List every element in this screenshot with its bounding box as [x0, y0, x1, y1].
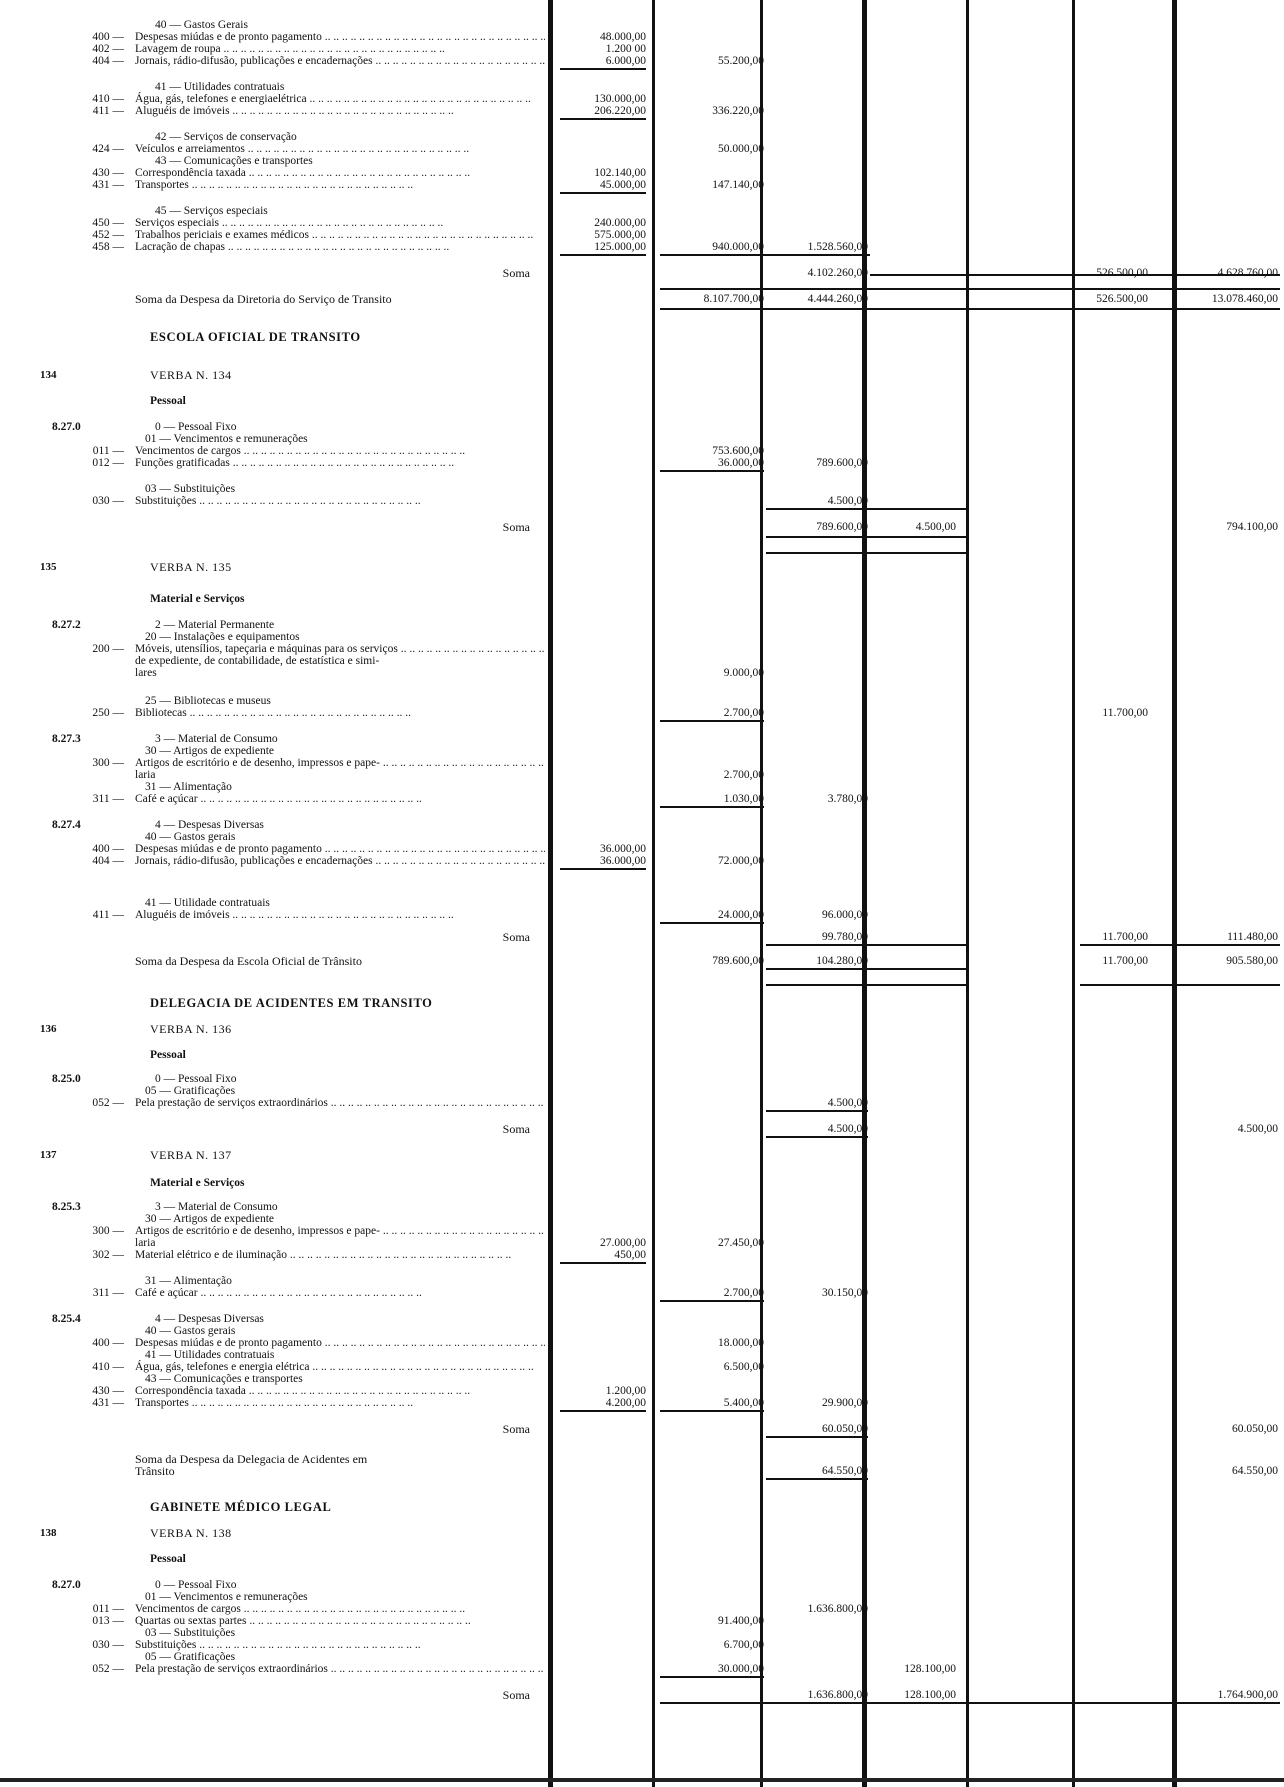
- item-description: 45 — Serviços especiais: [155, 205, 268, 217]
- item-description: 43 — Comunicações e transportes: [155, 155, 313, 167]
- item-code: 404 —: [92, 855, 124, 867]
- ledger-row: [0, 854, 1284, 868]
- ledger-row: [0, 666, 1284, 680]
- item-description: 4 — Despesas Diversas: [155, 819, 264, 831]
- item-description: 41 — Utilidades contratuais: [145, 1349, 275, 1361]
- item-code: 250 —: [92, 707, 124, 719]
- amount-c4: 4.500,00: [915, 521, 956, 533]
- item-description: Artigos de escritório e de desenho, impressos e pape- .. ..: [135, 1224, 545, 1238]
- item-code: 431 —: [92, 179, 124, 191]
- amount-c5: 526.500,00: [1096, 267, 1148, 279]
- amount-c1: 130.000,00: [594, 93, 646, 105]
- item-description: laria: [135, 769, 156, 781]
- item-code: 012 —: [92, 457, 124, 469]
- amount-c1: 36.000,00: [600, 855, 646, 867]
- amount-c2: 18.000,00: [718, 1337, 764, 1349]
- ledger-row: [0, 592, 1284, 606]
- ledger-row: [0, 560, 1284, 574]
- ledger-row: [0, 930, 1284, 944]
- item-description: Jornais, rádio-difusão, publicações e encadernações .. ..: [135, 854, 545, 868]
- item-code: 300 —: [92, 1225, 124, 1237]
- amount-c2: 36.000,00: [718, 457, 764, 469]
- rule: [660, 1676, 764, 1678]
- item-description: 01 — Vencimentos e remunerações: [145, 433, 308, 445]
- item-description: Jornais, rádio-difusão, publicações e encadernações .. ..: [135, 54, 545, 68]
- amount-c2: 1.030,00: [723, 793, 764, 805]
- amount-c3: 99.780,00: [822, 931, 868, 943]
- section-title: GABINETE MÉDICO LEGAL: [150, 1500, 332, 1514]
- ledger-row: [0, 1122, 1284, 1136]
- item-description: 20 — Instalações e equipamentos: [145, 631, 300, 643]
- verba-title: VERBA N. 134: [150, 368, 232, 382]
- rule: [766, 1478, 868, 1480]
- amount-c2: 24.000,00: [718, 909, 764, 921]
- ledger-row: [0, 520, 1284, 534]
- item-code: 410 —: [92, 93, 124, 105]
- item-description: Artigos de escritório e de desenho, impressos e pape- .. ..: [135, 756, 545, 770]
- rule: [560, 1262, 646, 1264]
- item-code: 400 —: [92, 31, 124, 43]
- item-description: Água, gás, telefones e energiaelétrica .. ..: [135, 92, 531, 106]
- rule: [660, 922, 764, 924]
- amount-c1: 1.200 00: [605, 43, 646, 55]
- amount-c3: 4.102.260,00: [807, 267, 868, 279]
- item-code: 452 —: [92, 229, 124, 241]
- item-description: Transportes .. ..: [135, 178, 413, 192]
- item-description: 42 — Serviços de conservação: [155, 131, 297, 143]
- item-description: lares: [135, 667, 157, 679]
- section-title: ESCOLA OFICIAL DE TRANSITO: [150, 330, 361, 344]
- item-description: Lacração de chapas .. ..: [135, 240, 449, 254]
- ledger-row: [0, 494, 1284, 508]
- rule: [660, 308, 1280, 310]
- amount-c3: 1.528.560,00: [807, 241, 868, 253]
- amount-c1: 45.000,00: [600, 179, 646, 191]
- ledger-row: [0, 292, 1284, 306]
- amount-c2: 91.400,00: [718, 1615, 764, 1627]
- ledger-row: [0, 330, 1284, 344]
- item-description: Quartas ou sextas partes .. ..: [135, 1614, 471, 1628]
- item-code: 030 —: [92, 1639, 124, 1651]
- amount-c5: 11.700,00: [1102, 955, 1148, 967]
- ledger-row: [0, 1464, 1284, 1478]
- amount-c2: 5.400,00: [723, 1397, 764, 1409]
- item-description: 30 — Artigos de expediente: [145, 1213, 275, 1225]
- amount-c2: 8.107.700,00: [703, 293, 764, 305]
- amount-c1: 450,00: [614, 1249, 646, 1261]
- amount-c3: 30.150,00: [822, 1287, 868, 1299]
- item-description: Funções gratificadas .. ..: [135, 456, 454, 470]
- item-description: 31 — Alimentação: [145, 781, 232, 793]
- amount-c6: 111.480,00: [1227, 931, 1278, 943]
- ledger-row: [0, 178, 1284, 192]
- item-description: 40 — Gastos Gerais: [155, 19, 248, 31]
- item-description: Despesas miúdas e de pronto pagamento .. ..: [135, 30, 545, 44]
- rule: [766, 968, 966, 970]
- rule: [660, 254, 870, 256]
- ledger-row: [0, 456, 1284, 470]
- item-description: 0 — Pessoal Fixo: [155, 421, 237, 433]
- page-bottom-rule: [0, 1778, 1284, 1782]
- total-description: Soma da Despesa da Diretoria do Serviço de Transito: [135, 292, 392, 306]
- ledger-row: [0, 1500, 1284, 1514]
- section-title: DELEGACIA DE ACIDENTES EM TRANSITO: [150, 996, 433, 1010]
- rule: [560, 254, 646, 256]
- item-code: 431 —: [92, 1397, 124, 1409]
- ledger-row: [0, 1286, 1284, 1300]
- soma-label: Soma: [502, 1122, 530, 1136]
- rule: [560, 192, 646, 194]
- category-title: Material e Serviços: [150, 593, 245, 605]
- rule: [1080, 984, 1280, 986]
- rule: [766, 1436, 868, 1438]
- subgroup-code: 8.27.3: [52, 733, 81, 745]
- item-description: Transportes .. ..: [135, 1396, 413, 1410]
- ledger-row: [0, 908, 1284, 922]
- ledger-row: [0, 266, 1284, 280]
- amount-c2: 2.700,00: [723, 1287, 764, 1299]
- item-description: Despesas miúdas e de pronto pagamento .. ..: [135, 842, 545, 856]
- ledger-row: [0, 1526, 1284, 1540]
- item-code: 411 —: [92, 105, 124, 117]
- category-title: Pessoal: [150, 1553, 186, 1565]
- rule: [660, 1702, 1280, 1704]
- verba-margin-number: 137: [40, 1149, 57, 1161]
- item-description: 01 — Vencimentos e remunerações: [145, 1591, 308, 1603]
- amount-c2: 50.000,00: [718, 143, 764, 155]
- item-description: Aluguéis de imóveis .. ..: [135, 104, 454, 118]
- amount-c5: 526.500,00: [1096, 293, 1148, 305]
- rule: [660, 720, 764, 722]
- ledger-row: [0, 1176, 1284, 1190]
- category-title: Pessoal: [150, 1049, 186, 1061]
- item-description: Veículos e arreiamentos .. ..: [135, 142, 469, 156]
- ledger-row: [0, 1552, 1284, 1566]
- total-description: Soma da Despesa da Delegacia de Acidentes em: [135, 1452, 368, 1466]
- total-description: Trânsito: [135, 1464, 175, 1478]
- item-description: Despesas miúdas e de pronto pagamento .. ..: [135, 1336, 545, 1350]
- item-code: 402 —: [92, 43, 124, 55]
- amount-c1: 6.000,00: [605, 55, 646, 67]
- item-code: 430 —: [92, 167, 124, 179]
- item-description: 40 — Gastos gerais: [145, 1325, 236, 1337]
- amount-c3: 104.280,00: [816, 955, 868, 967]
- item-description: 03 — Substituições: [145, 1627, 236, 1639]
- rule: [766, 1110, 868, 1112]
- soma-label: Soma: [502, 1422, 530, 1436]
- rule: [560, 1410, 646, 1412]
- amount-c6: 794.100,00: [1226, 521, 1278, 533]
- item-description: 05 — Gratificações: [145, 1085, 236, 1097]
- amount-c2: 27.450,00: [718, 1237, 764, 1249]
- amount-c2: 2.700,00: [723, 769, 764, 781]
- rule: [660, 806, 764, 808]
- amount-c2: 940.000,00: [712, 241, 764, 253]
- amount-c1: 4.200,00: [605, 1397, 646, 1409]
- total-description: Soma da Despesa da Escola Oficial de Trânsito: [135, 954, 362, 968]
- ledger-row: [0, 954, 1284, 968]
- ledger-row: [0, 394, 1284, 408]
- item-description: 25 — Bibliotecas e museus: [145, 695, 271, 707]
- ledger-row: [0, 1096, 1284, 1110]
- item-description: 31 — Alimentação: [145, 1275, 232, 1287]
- amount-c2: 55.200,00: [718, 55, 764, 67]
- amount-c2: 147.140,00: [712, 179, 764, 191]
- item-description: Pela prestação de serviços extraordinários .. ..: [135, 1096, 545, 1110]
- rule: [766, 552, 966, 554]
- item-code: 200 —: [92, 643, 124, 655]
- item-description: 43 — Comunicações e transportes: [145, 1373, 303, 1385]
- amount-c6: 13.078.460,00: [1211, 293, 1278, 305]
- ledger-row: [0, 792, 1284, 806]
- subgroup-code: 8.25.0: [52, 1073, 81, 1085]
- item-description: Vencimentos de cargos .. ..: [135, 444, 465, 458]
- verba-title: VERBA N. 138: [150, 1526, 232, 1540]
- item-description: 4 — Despesas Diversas: [155, 1313, 264, 1325]
- amount-c1: 240.000,00: [594, 217, 646, 229]
- verba-title: VERBA N. 137: [150, 1148, 232, 1162]
- item-description: 41 — Utilidades contratuais: [155, 81, 285, 93]
- amount-c1: 48.000,00: [600, 31, 646, 43]
- item-description: 0 — Pessoal Fixo: [155, 1579, 237, 1591]
- amount-c3: 789.600,00: [816, 521, 868, 533]
- item-code: 011 —: [92, 445, 124, 457]
- soma-label: Soma: [502, 930, 530, 944]
- rule: [560, 868, 646, 870]
- item-code: 013 —: [92, 1615, 124, 1627]
- item-code: 410 —: [92, 1361, 124, 1373]
- rule: [766, 508, 966, 510]
- item-description: Café e açúcar .. ..: [135, 792, 422, 806]
- item-code: 311 —: [92, 1287, 124, 1299]
- item-description: Serviços especiais .. ..: [135, 216, 443, 230]
- verba-margin-number: 136: [40, 1023, 57, 1035]
- item-description: de expediente, de contabilidade, de estatística e simi-: [135, 655, 380, 667]
- amount-c2: 30.000,00: [718, 1663, 764, 1675]
- subgroup-code: 8.27.0: [52, 421, 81, 433]
- verba-margin-number: 135: [40, 561, 57, 573]
- amount-c6: 60.050,00: [1232, 1423, 1278, 1435]
- item-description: 05 — Gratificações: [145, 1651, 236, 1663]
- item-code: 311 —: [92, 793, 124, 805]
- soma-label: Soma: [502, 1688, 530, 1702]
- item-description: Pela prestação de serviços extraordinários .. ..: [135, 1662, 545, 1676]
- amount-c2: 789.600,00: [712, 955, 764, 967]
- item-description: 03 — Substituições: [145, 483, 236, 495]
- item-code: 011 —: [92, 1603, 124, 1615]
- item-description: 3 — Material de Consumo: [155, 733, 278, 745]
- item-code: 458 —: [92, 241, 124, 253]
- ledger-row: [0, 1248, 1284, 1262]
- ledger-row: [0, 1148, 1284, 1162]
- subgroup-code: 8.25.4: [52, 1313, 81, 1325]
- verba-margin-number: 138: [40, 1527, 57, 1539]
- soma-label: Soma: [502, 520, 530, 534]
- amount-c4: 128.100,00: [904, 1689, 956, 1701]
- item-code: 302 —: [92, 1249, 124, 1261]
- verba-title: VERBA N. 136: [150, 1022, 232, 1036]
- rule: [660, 470, 764, 472]
- amount-c2: 6.700,00: [723, 1639, 764, 1651]
- item-code: 300 —: [92, 757, 124, 769]
- amount-c6: 64.550,00: [1232, 1465, 1278, 1477]
- verba-margin-number: 134: [40, 369, 57, 381]
- ledger-row: [0, 104, 1284, 118]
- ledger-row: [0, 368, 1284, 382]
- rule: [660, 1300, 764, 1302]
- rule: [560, 118, 646, 120]
- item-code: 411 —: [92, 909, 124, 921]
- amount-c3: 4.500,00: [827, 1123, 868, 1135]
- item-description: 41 — Utilidade contratuais: [145, 897, 270, 909]
- amount-c3: 4.500,00: [827, 495, 868, 507]
- item-description: Bibliotecas .. ..: [135, 706, 411, 720]
- item-code: 400 —: [92, 1337, 124, 1349]
- item-description: Trabalhos periciais e exames médicos .. ..: [135, 228, 533, 242]
- amount-c3: 3.780,00: [827, 793, 868, 805]
- verba-title: VERBA N. 135: [150, 560, 232, 574]
- item-description: laria: [135, 1237, 156, 1249]
- rule: [766, 536, 966, 538]
- item-code: 404 —: [92, 55, 124, 67]
- amount-c3: 29.900,00: [822, 1397, 868, 1409]
- item-description: 0 — Pessoal Fixo: [155, 1073, 237, 1085]
- item-description: Vencimentos de cargos .. ..: [135, 1602, 465, 1616]
- amount-c1: 206.220,00: [594, 105, 646, 117]
- amount-c3: 789.600,00: [816, 457, 868, 469]
- soma-label: Soma: [502, 266, 530, 280]
- amount-c3: 4.444.260,00: [807, 293, 868, 305]
- amount-c3: 60.050,00: [822, 1423, 868, 1435]
- item-description: Correspondência taxada .. ..: [135, 166, 470, 180]
- amount-c1: 1.200,00: [605, 1385, 646, 1397]
- subgroup-code: 8.27.4: [52, 819, 81, 831]
- item-code: 052 —: [92, 1663, 124, 1675]
- item-description: 40 — Gastos gerais: [145, 831, 236, 843]
- item-code: 400 —: [92, 843, 124, 855]
- item-description: Substituições .. ..: [135, 494, 421, 508]
- item-code: 430 —: [92, 1385, 124, 1397]
- amount-c5: 11.700,00: [1102, 707, 1148, 719]
- item-description: Aluguéis de imóveis .. ..: [135, 908, 454, 922]
- rule: [560, 68, 646, 70]
- item-description: Lavagem de roupa .. ..: [135, 42, 445, 56]
- amount-c6: 4.628.760,00: [1217, 267, 1278, 279]
- amount-c1: 102.140,00: [594, 167, 646, 179]
- subgroup-code: 8.25.3: [52, 1201, 81, 1213]
- item-code: 450 —: [92, 217, 124, 229]
- ledger-row: [0, 1422, 1284, 1436]
- rule: [766, 1136, 868, 1138]
- subgroup-code: 8.27.0: [52, 1579, 81, 1591]
- amount-c6: 1.764.900,00: [1217, 1689, 1278, 1701]
- item-code: 424 —: [92, 143, 124, 155]
- item-description: Café e açúcar .. ..: [135, 1286, 422, 1300]
- amount-c2: 9.000,00: [723, 667, 764, 679]
- rule: [1080, 944, 1280, 946]
- amount-c3: 1.636.800,00: [807, 1689, 868, 1701]
- rule: [660, 288, 1280, 290]
- amount-c1: 575.000,00: [594, 229, 646, 241]
- amount-c1: 125.000,00: [594, 241, 646, 253]
- rule: [766, 984, 966, 986]
- ledger-row: [0, 1662, 1284, 1676]
- subgroup-code: 8.27.2: [52, 619, 81, 631]
- amount-c4: 128.100,00: [904, 1663, 956, 1675]
- ledger-row: [0, 1048, 1284, 1062]
- amount-c2: 72.000,00: [718, 855, 764, 867]
- item-description: Material elétrico e de iluminação .. ..: [135, 1248, 511, 1262]
- amount-c1: 27.000,00: [600, 1237, 646, 1249]
- amount-c2: 2.700,00: [723, 707, 764, 719]
- ledger-row: [0, 1688, 1284, 1702]
- item-description: Substituições .. ..: [135, 1638, 421, 1652]
- rule: [660, 1410, 764, 1412]
- ledger-row: [0, 996, 1284, 1010]
- category-title: Material e Serviços: [150, 1177, 245, 1189]
- amount-c2: 753.600,00: [712, 445, 764, 457]
- amount-c5: 11.700,00: [1102, 931, 1148, 943]
- ledger-row: [0, 1022, 1284, 1036]
- ledger-row: [0, 240, 1284, 254]
- amount-c3: 96.000,00: [822, 909, 868, 921]
- amount-c2: 6.500,00: [723, 1361, 764, 1373]
- item-description: Móveis, utensílios, tapeçaria e máquinas para os serviços .. ..: [135, 642, 545, 656]
- ledger-row: [0, 1396, 1284, 1410]
- amount-c3: 1.636.800,00: [807, 1603, 868, 1615]
- amount-c3: 4.500,00: [827, 1097, 868, 1109]
- item-code: 030 —: [92, 495, 124, 507]
- item-description: 30 — Artigos de expediente: [145, 745, 275, 757]
- amount-c1: 36.000,00: [600, 843, 646, 855]
- rule: [766, 944, 966, 946]
- amount-c6: 905.580,00: [1226, 955, 1278, 967]
- amount-c6: 4.500,00: [1237, 1123, 1278, 1135]
- item-description: Água, gás, telefones e energia elétrica .. ..: [135, 1360, 534, 1374]
- item-description: 2 — Material Permanente: [155, 619, 275, 631]
- item-description: 3 — Material de Consumo: [155, 1201, 278, 1213]
- amount-c2: 336.220,00: [712, 105, 764, 117]
- item-description: Correspondência taxada .. ..: [135, 1384, 470, 1398]
- ledger-row: [0, 54, 1284, 68]
- category-title: Pessoal: [150, 395, 186, 407]
- item-code: 052 —: [92, 1097, 124, 1109]
- ledger-row: [0, 706, 1284, 720]
- amount-c3: 64.550,00: [822, 1465, 868, 1477]
